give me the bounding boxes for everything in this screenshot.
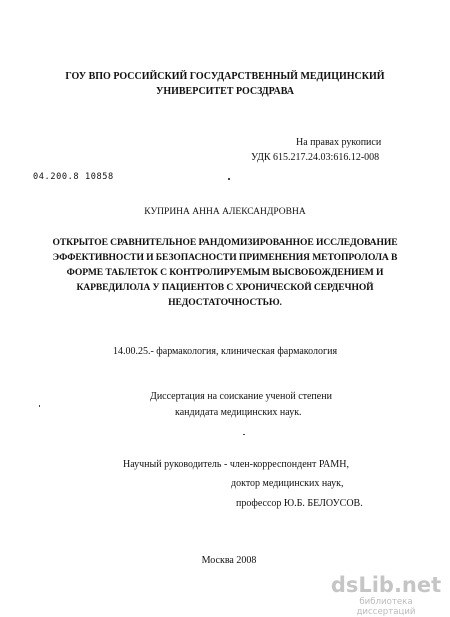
scan-speck	[243, 434, 245, 435]
udc-code: УДК 615.217.24.03:616.12-008	[251, 152, 380, 163]
supervisor-line1: Научный руководитель - член-корреспондент РАМН,	[123, 459, 350, 470]
city-year: Москва 2008	[201, 555, 257, 566]
manuscript-rights-label: На правах рукописи	[296, 137, 382, 148]
institution-name-line2: УНИВЕРСИТЕТ РОСЗДРАВА	[155, 86, 294, 97]
institution-name-line1: ГОУ ВПО РОССИЙСКИЙ ГОСУДАРСТВЕННЫЙ МЕДИЦИНСКИЙ	[65, 71, 385, 82]
degree-statement-line2: кандидата медицинских наук.	[175, 407, 302, 418]
dslib-caption: библиотека диссертаций	[356, 597, 416, 617]
scan-speck	[39, 405, 40, 407]
dslib-watermark	[330, 573, 442, 617]
dissertation-title-line: ЭФФЕКТИВНОСТИ И БЕЗОПАСНОСТИ ПРИМЕНЕНИЯ МЕТОПРОЛОЛА В	[52, 252, 398, 263]
dissertation-title-line: ОТКРЫТОЕ СРАВНИТЕЛЬНОЕ РАНДОМИЗИРОВАННОЕ ИССЛЕДОВАНИЕ	[52, 237, 398, 248]
degree-statement-line1: Диссертация на соискание ученой степени	[150, 391, 332, 402]
dslib-logo: dsLib.net	[330, 573, 442, 597]
dissertation-title-line: ФОРМЕ ТАБЛЕТОК С КОНТРОЛИРУЕМЫМ ВЫСВОБОЖДЕНИЕМ И	[66, 267, 384, 278]
specialty-code: 14.00.25.- фармакология, клиническая фармакология	[112, 346, 338, 357]
supervisor-line3: профессор Ю.Б. БЕЛОУСОВ.	[236, 498, 363, 509]
author-name: КУПРИНА АННА АЛЕКСАНДРОВНА	[144, 207, 306, 217]
supervisor-line2: доктор медицинских наук,	[231, 478, 344, 489]
archive-stamp-number: 04.200.8 10858	[33, 172, 114, 182]
scan-speck	[228, 178, 230, 180]
dissertation-title-line: НЕДОСТАТОЧНОСТЬЮ.	[168, 297, 282, 308]
dissertation-title-line: КАРВЕДИЛОЛА У ПАЦИЕНТОВ С ХРОНИЧЕСКОЙ СЕРДЕЧНОЙ	[76, 282, 374, 293]
